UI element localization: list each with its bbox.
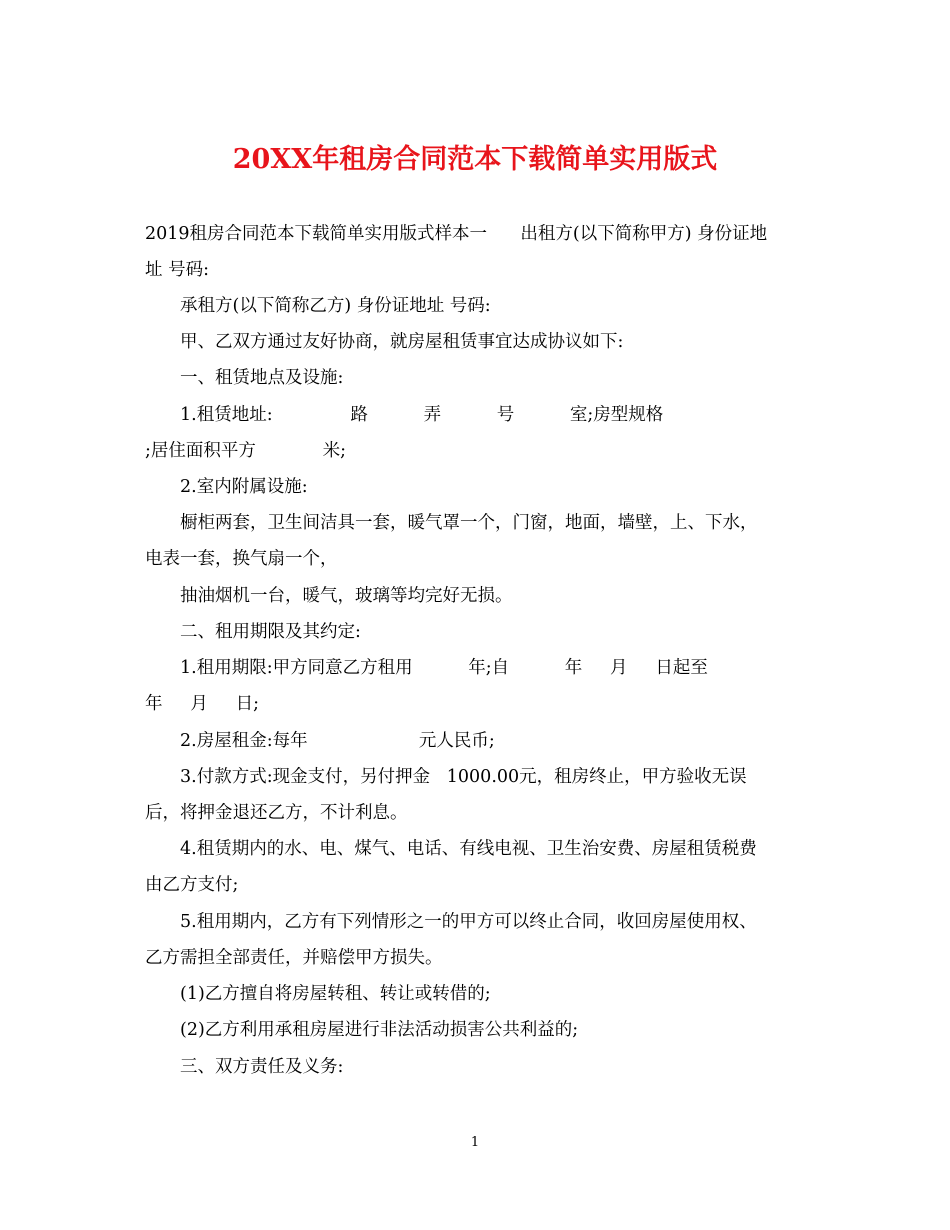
- body-line: 2.房屋租金:每年 元人民币;: [180, 731, 495, 751]
- body-line: 后，将押金退还乙方，不计利息。: [145, 803, 408, 823]
- body-line: 5.租用期内，乙方有下列情形之一的甲方可以终止合同，收回房屋使用权、: [180, 912, 757, 932]
- section-heading: 一、租赁地点及设施:: [180, 368, 344, 388]
- body-line: (1)乙方擅自将房屋转租、转让或转借的;: [180, 984, 491, 1004]
- body-line: 抽油烟机一台，暖气，玻璃等均完好无损。: [180, 586, 513, 606]
- body-line: 橱柜两套，卫生间洁具一套，暖气罩一个，门窗，地面，墙壁，上、下水，: [180, 513, 758, 533]
- body-line: 承租方(以下简称乙方) 身份证地址 号码:: [180, 296, 491, 316]
- body-line: 乙方需担全部责任，并赔偿甲方损失。: [145, 948, 443, 968]
- body-line: 1.租用期限:甲方同意乙方租用 年;自 年 月 日起至: [180, 658, 708, 678]
- section-heading: 二、租用期限及其约定:: [180, 622, 361, 642]
- body-line: 3.付款方式:现金支付，另付押金 1000.00元，租房终止，甲方验收无误: [180, 767, 747, 787]
- body-line: 2.室内附属设施:: [180, 477, 308, 497]
- body-line: 4.租赁期内的水、电、煤气、电话、有线电视、卫生治安费、房屋租赁税费: [180, 839, 757, 859]
- section-heading: 三、双方责任及义务:: [180, 1057, 344, 1077]
- body-line: 由乙方支付;: [145, 875, 239, 895]
- body-line: 1.租赁地址: 路 弄 号 室;房型规格: [180, 405, 664, 425]
- body-line: 2019租房合同范本下载简单实用版式样本一 出租方(以下简称甲方) 身份证地: [145, 224, 768, 244]
- page-number: 1: [470, 1135, 480, 1150]
- body-line: 年 月 日;: [145, 694, 260, 714]
- body-line: 甲、乙双方通过友好协商，就房屋租赁事宜达成协议如下:: [180, 332, 624, 352]
- body-line: 电表一套，换气扇一个，: [145, 549, 338, 569]
- body-line: ;居住面积平方 米;: [145, 441, 347, 461]
- document-title: 20XX年租房合同范本下载简单实用版式: [232, 144, 718, 175]
- body-line: 址 号码:: [145, 260, 209, 280]
- body-line: (2)乙方利用承租房屋进行非法活动损害公共利益的;: [180, 1020, 579, 1040]
